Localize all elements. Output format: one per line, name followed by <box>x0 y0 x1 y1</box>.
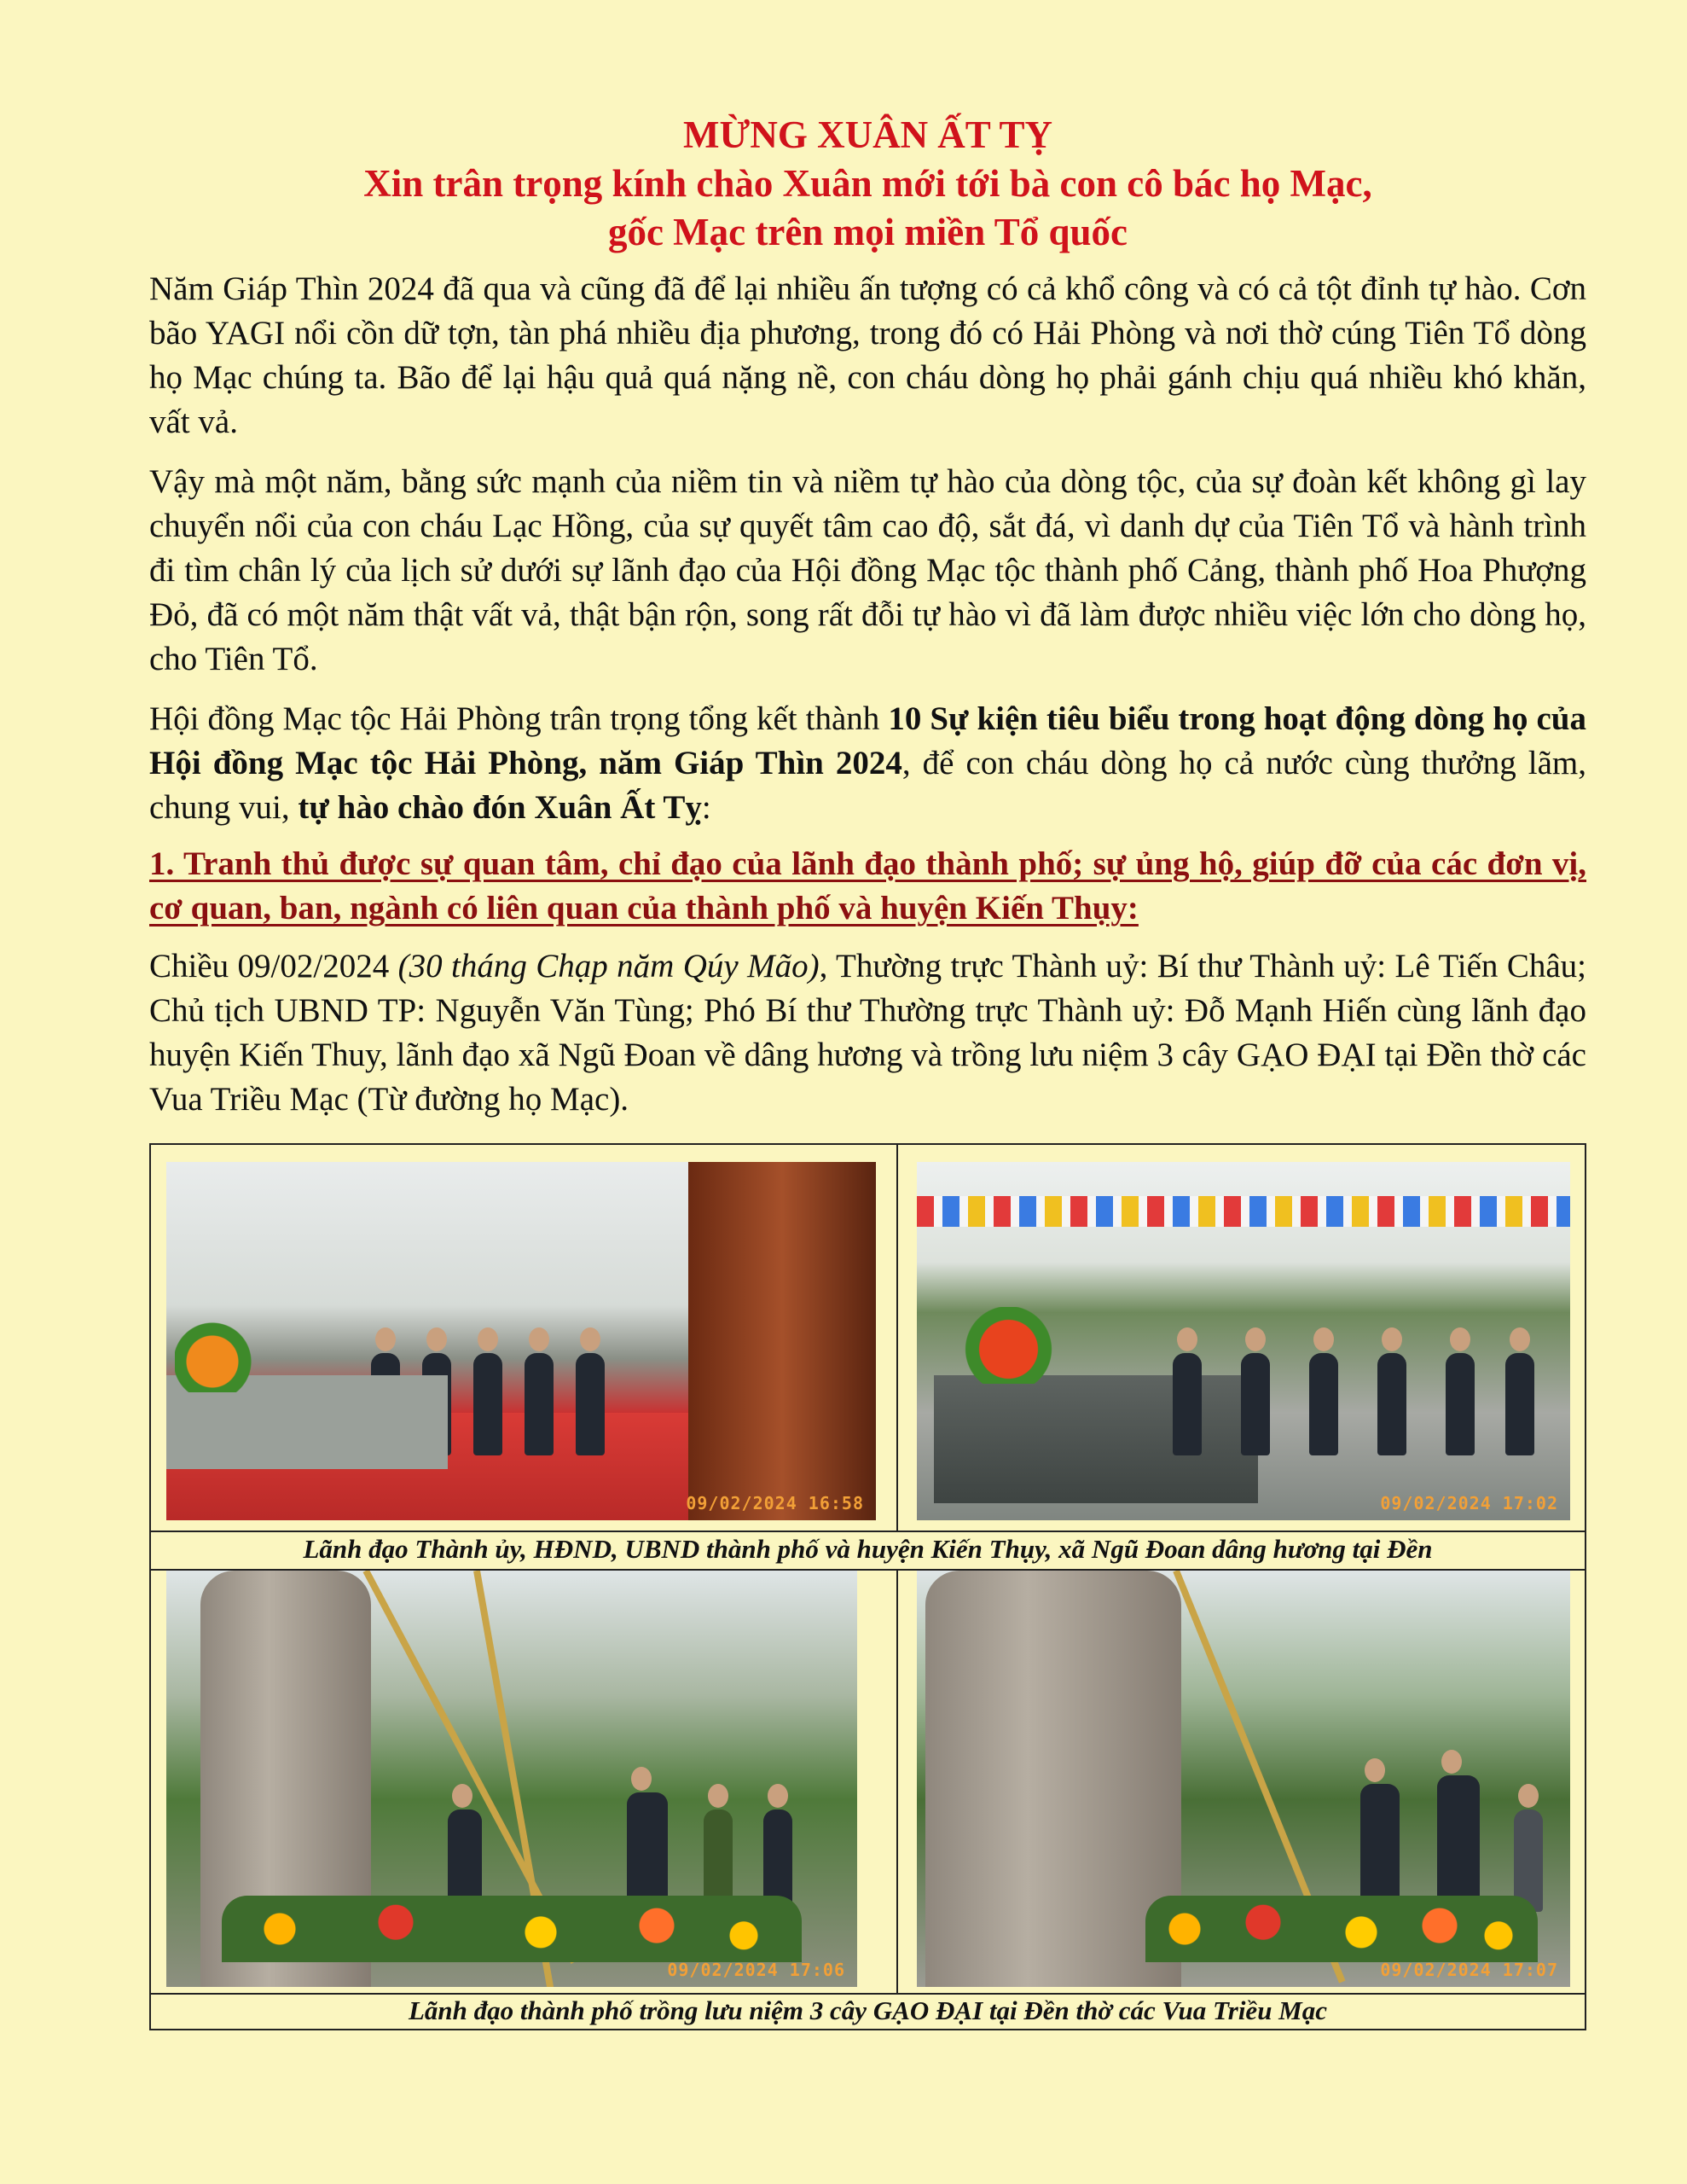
title-line-3: gốc Mạc trên mọi miền Tổ quốc <box>607 211 1128 253</box>
section-1-body: , Thường trực Thành uỷ: Bí thư Thành uỷ: Lê Tiến Châu; Chủ tịch UBND TP: Nguyễn Văn Tùng; Phó Bí thư Thường trực Thành uỷ: Đỗ Mạnh Hiến cùng lãnh đạo huyện Kiến Thuy, lãnh đạo xã Ngũ Đoan về dâng hương và trồng lưu niệm 3 cây GẠO ĐẠI tại Đền thờ các Vua Triều Mạc (Từ đường họ Mạc). <box>149 948 1586 1118</box>
photo-table <box>149 1143 1586 2030</box>
title-line-1: MỪNG XUÂN ẤT TỴ <box>683 113 1052 156</box>
photo-incense-offering-1 <box>166 1162 876 1520</box>
table-column-divider-bottom <box>896 1569 898 1993</box>
photo-4-timestamp: 09/02/2024 17:07 <box>1380 1960 1558 1980</box>
paragraph-3-bold-events: 10 Sự kiện tiêu biểu trong hoạt động dòng họ của Hội đồng Mạc tộc Hải Phòng, năm Giáp Thìn 2024 <box>149 700 1586 781</box>
paragraph-3-bold-welcome: tự hào chào đón Xuân Ất Tỵ <box>298 789 702 826</box>
title-line-2: Xin trân trọng kính chào Xuân mới tới bà con cô bác họ Mạc, <box>363 162 1372 205</box>
table-column-divider-top <box>896 1145 898 1531</box>
paragraph-3-mid: , để con cháu dòng họ cả nước cùng thưởng lãm, chung vui, <box>149 745 1586 826</box>
section-1-lunar-date: (30 tháng Chạp năm Qúy Mão) <box>397 948 820 985</box>
photo-caption-tree-planting: Lãnh đạo thành phố trồng lưu niệm 3 cây GẠO ĐẠI tại Đền thờ các Vua Triều Mạc <box>408 1995 1328 2025</box>
paragraph-3-end: : <box>701 789 711 826</box>
section-1-heading: 1. Tranh thủ được sự quan tâm, chỉ đạo của lãnh đạo thành phố; sự ủng hộ, giúp đỡ của các đơn vị, cơ quan, ban, ngành có liên quan của thành phố và huyện Kiến Thụy: <box>149 845 1586 926</box>
paragraph-1: Năm Giáp Thìn 2024 đã qua và cũng đã để lại nhiều ấn tượng có cả khổ công và có cả tột đỉnh tự hào. Cơn bão YAGI nổi cồn dữ tợn, tàn phá nhiều địa phương, trong đó có Hải Phòng và nơi thờ cúng Tiên Tổ dòng họ Mạc chúng ta. Bão để lại hậu quả quá nặng nề, con cháu dòng họ phải gánh chịu quá nhiều khó khăn, vất vả. <box>149 270 1586 440</box>
paragraph-3-intro: Hội đồng Mạc tộc Hải Phòng trân trọng tổng kết thành <box>149 700 889 737</box>
photo-incense-offering-2 <box>917 1162 1570 1520</box>
section-1-date: Chiều 09/02/2024 <box>149 948 398 985</box>
photo-tree-planting-2 <box>917 1571 1570 1987</box>
photo-2-timestamp: 09/02/2024 17:02 <box>1380 1493 1558 1513</box>
photo-3-timestamp: 09/02/2024 17:06 <box>667 1960 845 1980</box>
paragraph-3 <box>149 697 1586 830</box>
document-body <box>149 111 1586 1122</box>
section-1-text <box>149 944 1586 1122</box>
photo-1-timestamp: 09/02/2024 16:58 <box>686 1493 864 1513</box>
paragraph-2: Vậy mà một năm, bằng sức mạnh của niềm tin và niềm tự hào của dòng tộc, của sự đoàn kết không gì lay chuyển nổi của con cháu Lạc Hồng, của sự quyết tâm cao độ, sắt đá, vì danh dự của Tiên Tổ và hành trình đi tìm chân lý của lịch sử dưới sự lãnh đạo của Hội đồng Mạc tộc thành phố Cảng, thành phố Hoa Phượng Đỏ, đã có một năm thật vất vả, thật bận rộn, song rất đỗi tự hào vì đã làm được nhiều việc lớn cho dòng họ, cho Tiên Tổ. <box>149 463 1586 677</box>
photo-tree-planting-1 <box>166 1571 857 1987</box>
photo-caption-incense: Lãnh đạo Thành ủy, HĐND, UBND thành phố và huyện Kiến Thụy, xã Ngũ Đoan dâng hương tại Đền <box>303 1534 1433 1564</box>
